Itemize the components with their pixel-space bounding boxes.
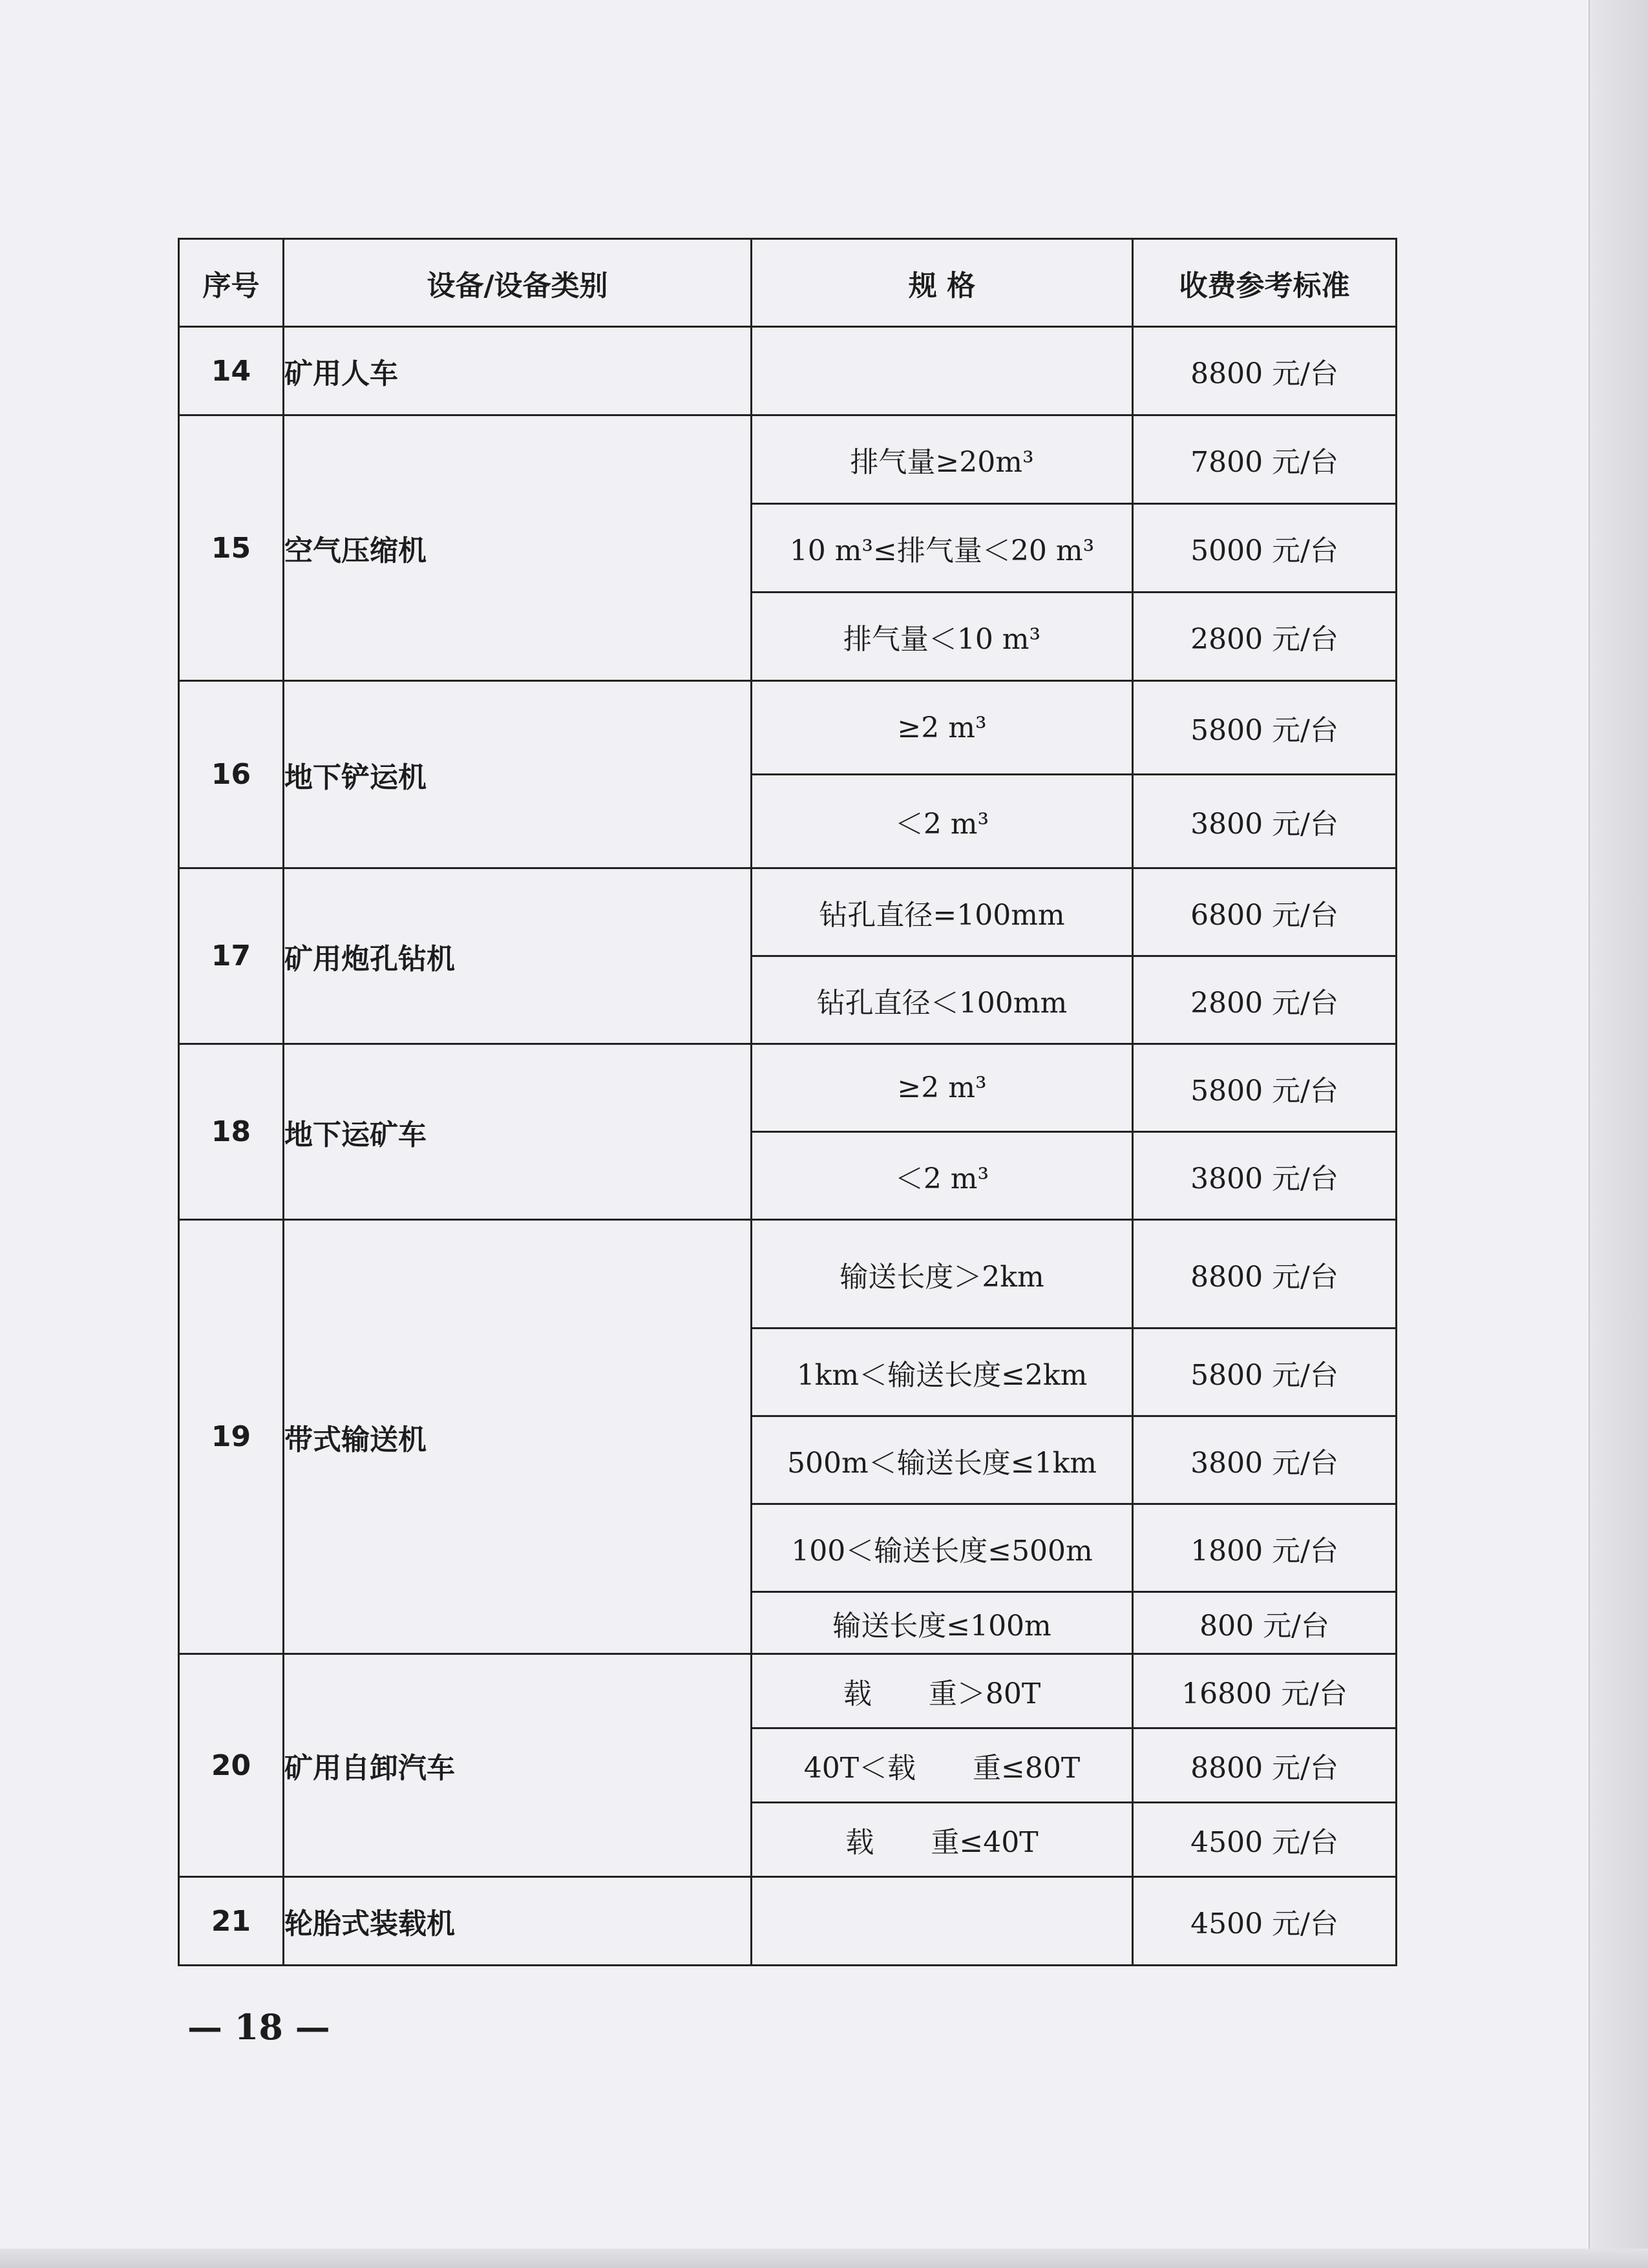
row-fee: 16800 元/台 [1133,1654,1397,1728]
row-spec: 排气量≥20m³ [752,415,1133,504]
row-fee: 3800 元/台 [1133,1416,1397,1504]
row-spec: 钻孔直径＜100mm [752,956,1133,1044]
row-no: 16 [179,681,284,868]
row-no: 20 [179,1654,284,1877]
row-spec: 1km＜输送长度≤2km [752,1328,1133,1416]
row-fee: 8800 元/台 [1133,1220,1397,1328]
table-row [179,1654,1397,1728]
row-fee: 5800 元/台 [1133,1328,1397,1416]
row-fee: 4500 元/台 [1133,1803,1397,1877]
row-spec: 输送长度≤100m [752,1592,1133,1654]
row-no: 18 [179,1044,284,1220]
row-fee: 5800 元/台 [1133,1044,1397,1132]
row-no: 19 [179,1220,284,1654]
row-spec: 100＜输送长度≤500m [752,1504,1133,1592]
row-fee: 1800 元/台 [1133,1504,1397,1592]
row-fee: 4500 元/台 [1133,1877,1397,1966]
row-fee: 2800 元/台 [1133,593,1397,681]
page-edge [1589,0,1648,2268]
fee-standard-table [178,238,1397,1966]
row-fee: 3800 元/台 [1133,1132,1397,1220]
row-fee: 5800 元/台 [1133,681,1397,775]
row-fee: 8800 元/台 [1133,327,1397,415]
table-row [179,1220,1397,1328]
row-spec: 输送长度＞2km [752,1220,1133,1328]
row-fee: 7800 元/台 [1133,415,1397,504]
row-name: 地下铲运机 [284,681,752,868]
row-fee: 2800 元/台 [1133,956,1397,1044]
row-spec: 40T＜载 重≤80T [752,1728,1133,1803]
row-name: 地下运矿车 [284,1044,752,1220]
row-name: 空气压缩机 [284,415,752,681]
row-name: 轮胎式装载机 [284,1877,752,1966]
row-spec: 载 重＞80T [752,1654,1133,1728]
row-no: 21 [179,1877,284,1966]
row-fee: 6800 元/台 [1133,868,1397,956]
row-fee: 3800 元/台 [1133,775,1397,868]
row-name: 矿用炮孔钻机 [284,868,752,1044]
row-spec: ＜2 m³ [752,1132,1133,1220]
row-spec: 排气量＜10 m³ [752,593,1133,681]
header-no: 序号 [179,239,284,327]
row-fee: 5000 元/台 [1133,504,1397,593]
row-spec: 钻孔直径=100mm [752,868,1133,956]
row-spec [752,327,1133,415]
table-row [179,681,1397,775]
row-spec: 500m＜输送长度≤1km [752,1416,1133,1504]
page-bottom-edge [0,2249,1648,2268]
row-name: 矿用人车 [284,327,752,415]
header-fee: 收费参考标准 [1133,239,1397,327]
row-spec: 载 重≤40T [752,1803,1133,1877]
row-no: 17 [179,868,284,1044]
row-fee: 800 元/台 [1133,1592,1397,1654]
row-spec: ≥2 m³ [752,681,1133,775]
row-spec: ＜2 m³ [752,775,1133,868]
row-fee: 8800 元/台 [1133,1728,1397,1803]
table-row [179,1044,1397,1132]
row-name: 带式输送机 [284,1220,752,1654]
page-number: — 18 — [187,2006,330,2048]
row-no: 15 [179,415,284,681]
table-row [179,868,1397,956]
header-name: 设备/设备类别 [284,239,752,327]
table-row [179,327,1397,415]
row-name: 矿用自卸汽车 [284,1654,752,1877]
table-row [179,415,1397,504]
row-spec: ≥2 m³ [752,1044,1133,1132]
header-spec: 规 格 [752,239,1133,327]
row-spec: 10 m³≤排气量＜20 m³ [752,504,1133,593]
row-no: 14 [179,327,284,415]
table-row [179,1877,1397,1966]
row-spec [752,1877,1133,1966]
table-header-row [179,239,1397,327]
